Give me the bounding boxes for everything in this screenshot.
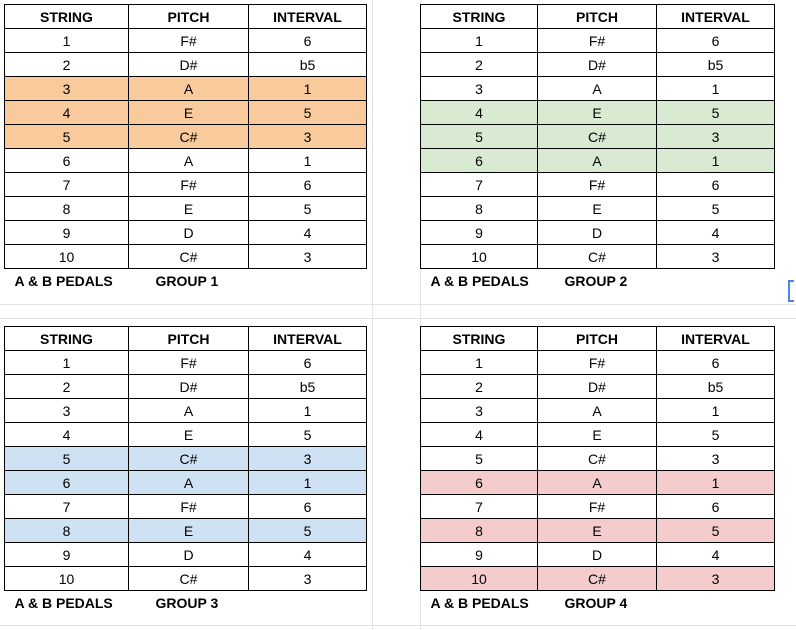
cell-interval[interactable]: 5 xyxy=(657,101,775,125)
cell-interval[interactable]: 4 xyxy=(249,543,367,567)
header-interval[interactable]: INTERVAL xyxy=(657,327,775,351)
cell-string[interactable]: 2 xyxy=(5,375,129,399)
header-interval[interactable]: INTERVAL xyxy=(657,5,775,29)
table-footer-row xyxy=(5,269,367,293)
table-row xyxy=(421,101,775,125)
cell-string[interactable]: 3 xyxy=(421,399,538,423)
cell-interval[interactable]: 6 xyxy=(249,495,367,519)
cell-interval[interactable]: 6 xyxy=(657,173,775,197)
header-string[interactable]: STRING xyxy=(421,5,538,29)
cell-interval[interactable]: 1 xyxy=(657,77,775,101)
cell-string[interactable]: 9 xyxy=(421,543,538,567)
cell-string[interactable]: 4 xyxy=(421,423,538,447)
cell-string[interactable]: 2 xyxy=(421,53,538,77)
header-string[interactable]: STRING xyxy=(421,327,538,351)
table-row xyxy=(421,245,775,269)
header-string[interactable]: STRING xyxy=(5,5,129,29)
empty-cell[interactable] xyxy=(657,269,775,293)
table-row xyxy=(421,567,775,591)
cell-pitch[interactable]: D# xyxy=(129,53,249,77)
cell-pitch[interactable]: D xyxy=(538,221,657,245)
cell-interval[interactable]: 1 xyxy=(249,471,367,495)
cell-pitch[interactable]: D# xyxy=(538,375,657,399)
table-row xyxy=(5,53,367,77)
table-row xyxy=(421,375,775,399)
cell-string[interactable]: 8 xyxy=(5,197,129,221)
cell-interval[interactable]: 6 xyxy=(657,495,775,519)
gridline xyxy=(0,625,796,626)
cell-string[interactable]: 10 xyxy=(421,245,538,269)
cell-interval[interactable]: 6 xyxy=(249,351,367,375)
cell-string[interactable]: 10 xyxy=(5,567,129,591)
pedals-label[interactable]: A & B PEDALS xyxy=(14,272,113,289)
table-row xyxy=(421,495,775,519)
cell-string[interactable]: 2 xyxy=(5,53,129,77)
table-row xyxy=(421,471,775,495)
group-label[interactable]: GROUP 2 xyxy=(564,272,628,289)
table-row xyxy=(5,101,367,125)
cell-pitch[interactable]: A xyxy=(538,77,657,101)
cell-pitch[interactable]: C# xyxy=(538,447,657,471)
cell-pitch[interactable]: E xyxy=(538,101,657,125)
cell-interval[interactable]: 6 xyxy=(249,173,367,197)
cell-pitch[interactable]: C# xyxy=(129,125,249,149)
table-row xyxy=(421,221,775,245)
table-footer-row xyxy=(5,591,367,615)
cell-pitch[interactable]: C# xyxy=(538,567,657,591)
cell-pitch[interactable]: A xyxy=(129,149,249,173)
cell-interval[interactable]: 3 xyxy=(249,125,367,149)
cell-string[interactable]: 5 xyxy=(421,447,538,471)
cell-interval[interactable]: 3 xyxy=(249,245,367,269)
cell-interval[interactable]: 3 xyxy=(657,447,775,471)
cell-string[interactable]: 9 xyxy=(421,221,538,245)
table-header-row xyxy=(421,327,775,351)
cell-string[interactable]: 1 xyxy=(421,29,538,53)
cell-string[interactable]: 3 xyxy=(421,77,538,101)
cell-string[interactable]: 7 xyxy=(421,173,538,197)
cell-pitch[interactable]: C# xyxy=(129,567,249,591)
pedals-label[interactable]: A & B PEDALS xyxy=(430,272,529,289)
cell-pitch[interactable]: C# xyxy=(129,447,249,471)
table-row xyxy=(421,399,775,423)
table-row xyxy=(421,53,775,77)
cell-pitch[interactable]: E xyxy=(129,101,249,125)
cell-string[interactable]: 6 xyxy=(5,149,129,173)
table-row xyxy=(5,197,367,221)
cell-string[interactable]: 5 xyxy=(5,447,129,471)
cell-pitch[interactable]: D xyxy=(129,221,249,245)
cell-interval[interactable]: b5 xyxy=(657,53,775,77)
cell-pitch[interactable]: D xyxy=(129,543,249,567)
cell-string[interactable]: 10 xyxy=(421,567,538,591)
cell-pitch[interactable]: F# xyxy=(129,495,249,519)
table-row xyxy=(5,471,367,495)
table-row xyxy=(421,519,775,543)
cell-pitch[interactable]: D# xyxy=(129,375,249,399)
table-row xyxy=(5,543,367,567)
cell-pitch[interactable]: E xyxy=(129,519,249,543)
table-row xyxy=(5,77,367,101)
table-footer-row xyxy=(421,269,775,293)
cell-interval[interactable]: 3 xyxy=(657,245,775,269)
table-row xyxy=(5,351,367,375)
header-pitch[interactable]: PITCH xyxy=(129,5,249,29)
table-row xyxy=(5,399,367,423)
cell-interval[interactable]: 3 xyxy=(657,567,775,591)
cell-interval[interactable]: 3 xyxy=(657,125,775,149)
table-header-row xyxy=(5,327,367,351)
cell-string[interactable]: 4 xyxy=(421,101,538,125)
cell-pitch[interactable]: F# xyxy=(129,29,249,53)
table-row xyxy=(5,567,367,591)
gridline xyxy=(0,304,796,305)
cell-string[interactable]: 9 xyxy=(5,221,129,245)
pedal-table-group-4 xyxy=(420,326,775,614)
group-label[interactable]: GROUP 1 xyxy=(155,272,219,289)
cell-interval[interactable]: 5 xyxy=(657,423,775,447)
cell-pitch[interactable]: E xyxy=(538,519,657,543)
gridline xyxy=(0,318,796,319)
table-row xyxy=(5,29,367,53)
cell-string[interactable]: 7 xyxy=(5,495,129,519)
cell-pitch[interactable]: A xyxy=(538,149,657,173)
header-pitch[interactable]: PITCH xyxy=(538,5,657,29)
table-footer-row xyxy=(421,591,775,615)
cell-interval[interactable]: 5 xyxy=(249,101,367,125)
table-row xyxy=(421,77,775,101)
cell-selection-cursor[interactable] xyxy=(788,280,794,302)
cell-string[interactable]: 1 xyxy=(5,351,129,375)
table-row xyxy=(421,29,775,53)
header-pitch[interactable]: PITCH xyxy=(538,327,657,351)
table-row xyxy=(5,173,367,197)
table-row xyxy=(5,149,367,173)
group-label[interactable]: GROUP 3 xyxy=(155,594,219,611)
empty-cell[interactable] xyxy=(249,269,367,293)
cell-interval[interactable]: b5 xyxy=(249,53,367,77)
table-row xyxy=(421,351,775,375)
cell-pitch[interactable]: F# xyxy=(538,29,657,53)
cell-pitch[interactable]: D# xyxy=(538,53,657,77)
cell-string[interactable]: 6 xyxy=(421,471,538,495)
cell-pitch[interactable]: C# xyxy=(129,245,249,269)
cell-string[interactable]: 7 xyxy=(421,495,538,519)
cell-string[interactable]: 3 xyxy=(5,77,129,101)
cell-string[interactable]: 4 xyxy=(5,423,129,447)
cell-pitch[interactable]: A xyxy=(129,399,249,423)
cell-string[interactable]: 5 xyxy=(421,125,538,149)
table-row xyxy=(421,149,775,173)
cell-pitch[interactable]: E xyxy=(538,423,657,447)
empty-cell[interactable] xyxy=(249,591,367,615)
cell-pitch[interactable]: A xyxy=(129,77,249,101)
table-row xyxy=(5,125,367,149)
cell-interval[interactable]: 5 xyxy=(249,519,367,543)
cell-pitch[interactable]: C# xyxy=(538,245,657,269)
cell-interval[interactable]: 4 xyxy=(657,543,775,567)
cell-pitch[interactable]: F# xyxy=(538,173,657,197)
table-row xyxy=(421,197,775,221)
cell-pitch[interactable]: C# xyxy=(538,125,657,149)
cell-pitch[interactable]: F# xyxy=(538,351,657,375)
cell-pitch[interactable]: E xyxy=(129,423,249,447)
table-row xyxy=(5,495,367,519)
cell-interval[interactable]: 1 xyxy=(249,77,367,101)
table-header-row xyxy=(5,5,367,29)
table-row xyxy=(5,519,367,543)
header-interval[interactable]: INTERVAL xyxy=(249,5,367,29)
pedals-label[interactable]: A & B PEDALS xyxy=(14,594,113,611)
header-interval[interactable]: INTERVAL xyxy=(249,327,367,351)
table-row xyxy=(5,245,367,269)
table-row xyxy=(421,447,775,471)
cell-interval[interactable]: 5 xyxy=(249,423,367,447)
cell-interval[interactable]: 4 xyxy=(249,221,367,245)
cell-string[interactable]: 1 xyxy=(421,351,538,375)
table-row xyxy=(421,173,775,197)
pedal-table-group-3 xyxy=(4,326,367,614)
cell-string[interactable]: 6 xyxy=(421,149,538,173)
table-row xyxy=(5,375,367,399)
cell-pitch[interactable]: A xyxy=(129,471,249,495)
cell-string[interactable]: 8 xyxy=(421,197,538,221)
cell-interval[interactable]: 6 xyxy=(657,351,775,375)
cell-interval[interactable]: 4 xyxy=(657,221,775,245)
cell-interval[interactable]: 6 xyxy=(657,29,775,53)
cell-pitch[interactable]: E xyxy=(129,197,249,221)
cell-interval[interactable]: 5 xyxy=(657,197,775,221)
cell-string[interactable]: 2 xyxy=(421,375,538,399)
cell-pitch[interactable]: D xyxy=(538,543,657,567)
pedal-table-group-1 xyxy=(4,4,367,292)
cell-interval[interactable]: 1 xyxy=(657,149,775,173)
cell-interval[interactable]: 1 xyxy=(249,399,367,423)
group-label[interactable]: GROUP 4 xyxy=(564,594,628,611)
cell-pitch[interactable]: F# xyxy=(129,351,249,375)
cell-string[interactable]: 1 xyxy=(5,29,129,53)
cell-interval[interactable]: 1 xyxy=(657,399,775,423)
pedals-label[interactable]: A & B PEDALS xyxy=(430,594,529,611)
empty-cell[interactable] xyxy=(657,591,775,615)
cell-pitch[interactable]: A xyxy=(538,399,657,423)
cell-interval[interactable]: 5 xyxy=(249,197,367,221)
cell-string[interactable]: 10 xyxy=(5,245,129,269)
pedal-table-group-2 xyxy=(420,4,775,292)
cell-interval[interactable]: b5 xyxy=(249,375,367,399)
table-row xyxy=(5,221,367,245)
cell-pitch[interactable]: F# xyxy=(129,173,249,197)
table-row xyxy=(421,125,775,149)
cell-string[interactable]: 7 xyxy=(5,173,129,197)
cell-interval[interactable]: 6 xyxy=(249,29,367,53)
cell-string[interactable]: 8 xyxy=(5,519,129,543)
table-row xyxy=(5,447,367,471)
table-row xyxy=(421,543,775,567)
cell-pitch[interactable]: F# xyxy=(538,495,657,519)
cell-string[interactable]: 6 xyxy=(5,471,129,495)
cell-string[interactable]: 8 xyxy=(421,519,538,543)
cell-interval[interactable]: 1 xyxy=(657,471,775,495)
cell-string[interactable]: 9 xyxy=(5,543,129,567)
cell-interval[interactable]: 5 xyxy=(657,519,775,543)
table-row xyxy=(5,423,367,447)
cell-pitch[interactable]: E xyxy=(538,197,657,221)
header-string[interactable]: STRING xyxy=(5,327,129,351)
cell-interval[interactable]: 1 xyxy=(249,149,367,173)
table-row xyxy=(421,423,775,447)
cell-string[interactable]: 5 xyxy=(5,125,129,149)
gridline xyxy=(372,0,373,630)
cell-interval[interactable]: b5 xyxy=(657,375,775,399)
cell-interval[interactable]: 3 xyxy=(249,567,367,591)
cell-string[interactable]: 3 xyxy=(5,399,129,423)
table-header-row xyxy=(421,5,775,29)
cell-pitch[interactable]: A xyxy=(538,471,657,495)
cell-interval[interactable]: 3 xyxy=(249,447,367,471)
cell-string[interactable]: 4 xyxy=(5,101,129,125)
header-pitch[interactable]: PITCH xyxy=(129,327,249,351)
